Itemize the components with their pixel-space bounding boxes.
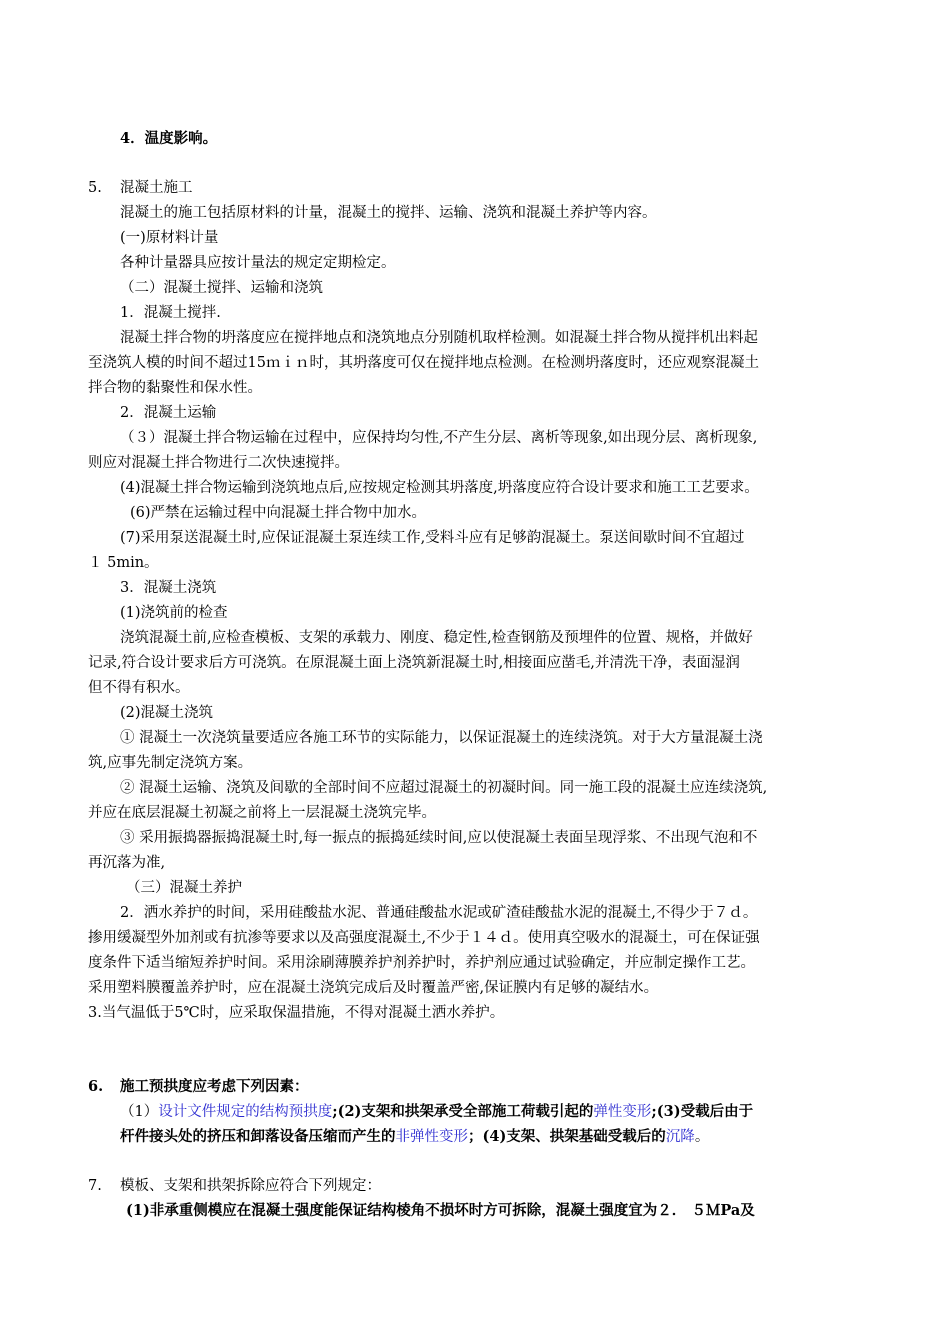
- paragraph-line: (7)采用泵送混凝土时,应保证混凝土泵连续工作,受料斗应有足够韵混凝土。泵送间歇时间不宜超过: [120, 530, 745, 546]
- text-run: ；(4)支架、拱架基础受载后的: [468, 1128, 666, 1145]
- paragraph-line: 记录,符合设计要求后方可浇筑。在原混凝土面上浇筑新混凝土时,相接面应凿毛,并清洗干净，表面湿润: [88, 655, 740, 671]
- paragraph-line: 各种计量器具应按计量法的规定定期检定。: [120, 255, 396, 271]
- paragraph-line: ② 混凝土运输、浇筑及间歇的全部时间不应超过混凝土的初凝时间。同一施工段的混凝土应连续浇筑,: [120, 780, 768, 796]
- paragraph-line: 但不得有积水。: [88, 680, 190, 696]
- paragraph-line: 拌合物的黏聚性和保水性。: [88, 380, 262, 396]
- paragraph-line: (6)严禁在运输过程中向混凝土拌合物中加水。: [130, 505, 427, 521]
- subheading-material-measurement: (一)原材料计量: [120, 230, 219, 246]
- section-title-formwork-removal: 模板、支架和拱架拆除应符合下列规定：: [120, 1178, 381, 1194]
- paragraph-line: ③ 采用振捣器振捣混凝土时,每一振点的振捣延续时间,应以使混凝土表面呈现浮浆、不出现气泡和不: [120, 830, 758, 846]
- paragraph-line: ① 混凝土一次浇筑量要适应各施工环节的实际能力，以保证混凝土的连续浇筑。对于大方量混凝土浇: [120, 730, 763, 746]
- text-run: （1）: [120, 1104, 159, 1120]
- paragraph-line: (4)混凝土拌合物运输到浇筑地点后,应按规定检测其坍落度,坍落度应符合设计要求和施工工艺要求。: [120, 480, 759, 496]
- paragraph-line: 度条件下适当缩短养护时间。采用涂刷薄膜养护剂养护时，养护剂应通过试验确定，并应制定操作工艺。: [88, 955, 755, 971]
- link-text-structural-pre-camber: 设计文件规定的结构预拱度: [158, 1104, 333, 1120]
- text-run: 杆件接头处的挤压和卸落设备压缩而产生的: [120, 1128, 396, 1145]
- subheading-mixing-transport: （二）混凝土搅拌、运输和浇筑: [120, 280, 323, 296]
- paragraph-line: (1)非承重侧模应在混凝土强度能保证结构棱角不损坏时方可拆除，混凝土强度宜为２． ５ＭPa及: [126, 1202, 755, 1219]
- link-text-inelastic-deformation: 非弹性变形: [395, 1129, 468, 1145]
- section-number-5: 5.: [88, 180, 102, 196]
- subheading-mixing: 1．混凝土搅拌.: [120, 305, 221, 321]
- paragraph-line: 并应在底层混凝土初凝之前将上一层混凝土浇筑完毕。: [88, 805, 436, 821]
- subheading-pouring: 3．混凝土浇筑: [120, 580, 217, 596]
- text-run: 。: [694, 1129, 710, 1145]
- paragraph-line: （３）混凝土拌合物运输在过程中，应保持均匀性,不产生分层、离析等现象,如出现分层、离析现象,: [120, 430, 758, 446]
- paragraph-line: 掺用缓凝型外加剂或有抗渗等要求以及高强度混凝土,不少于１４ｄ。使用真空吸水的混凝土，可在保证强: [88, 930, 760, 946]
- paragraph-line: 3.当气温低于5℃时，应采取保温措施，不得对混凝土洒水养护。: [88, 1005, 505, 1021]
- section-number-6: 6.: [88, 1078, 104, 1095]
- heading-temperature: 4．温度影响。: [120, 130, 218, 147]
- paragraph-line: 混凝土的施工包括原材料的计量，混凝土的搅拌、运输、浇筑和混凝土养护等内容。: [120, 205, 657, 221]
- pre-camber-factors-line-2: [120, 1127, 709, 1147]
- link-text-elastic-deformation: 弹性变形: [593, 1104, 652, 1120]
- link-text-settlement: 沉降: [665, 1129, 695, 1145]
- text-run: ;(2)支架和拱架承受全部施工荷载引起的: [332, 1103, 594, 1120]
- section-number-7: 7.: [88, 1178, 102, 1194]
- paragraph-line: 采用塑料膜覆盖养护时，应在混凝土浇筑完成后及时覆盖严密,保证膜内有足够的凝结水。: [88, 980, 659, 996]
- paragraph-line: 浇筑混凝土前,应检查模板、支架的承载力、刚度、稳定性,检查钢筋及预埋件的位置、规格，并做好: [120, 630, 753, 646]
- text-run: ;(3)受载后由于: [651, 1103, 754, 1120]
- subheading-transport: 2．混凝土运输: [120, 405, 217, 421]
- paragraph-line: 混凝土拌合物的坍落度应在搅拌地点和浇筑地点分别随机取样检测。如混凝土拌合物从搅拌机出料起: [120, 330, 758, 346]
- paragraph-line: 则应对混凝土拌合物进行二次快速搅拌。: [88, 455, 349, 471]
- section-title-concrete-construction: 混凝土施工: [120, 180, 193, 196]
- subheading-concrete-pouring: (2)混凝土浇筑: [120, 705, 214, 721]
- paragraph-line: １ 5min。: [88, 555, 159, 571]
- paragraph-line: 2．洒水养护的时间，采用硅酸盐水泥、普通硅酸盐水泥或矿渣硅酸盐水泥的混凝土,不得少于７ｄ。: [120, 905, 758, 921]
- subheading-pre-pour-check: (1)浇筑前的检查: [120, 605, 228, 621]
- pre-camber-factors-line-1: [120, 1102, 753, 1122]
- subheading-curing: （三）混凝土养护: [126, 880, 242, 896]
- paragraph-line: 筑,应事先制定浇筑方案。: [88, 755, 253, 771]
- paragraph-line: 至浇筑人模的时间不超过15ｍｉｎ时，其坍落度可仅在搅拌地点检测。在检测坍落度时，还应观察混凝土: [88, 355, 759, 371]
- paragraph-line: 再沉落为准,: [88, 855, 166, 871]
- section-title-pre-camber: 施工预拱度应考虑下列因素：: [120, 1078, 309, 1095]
